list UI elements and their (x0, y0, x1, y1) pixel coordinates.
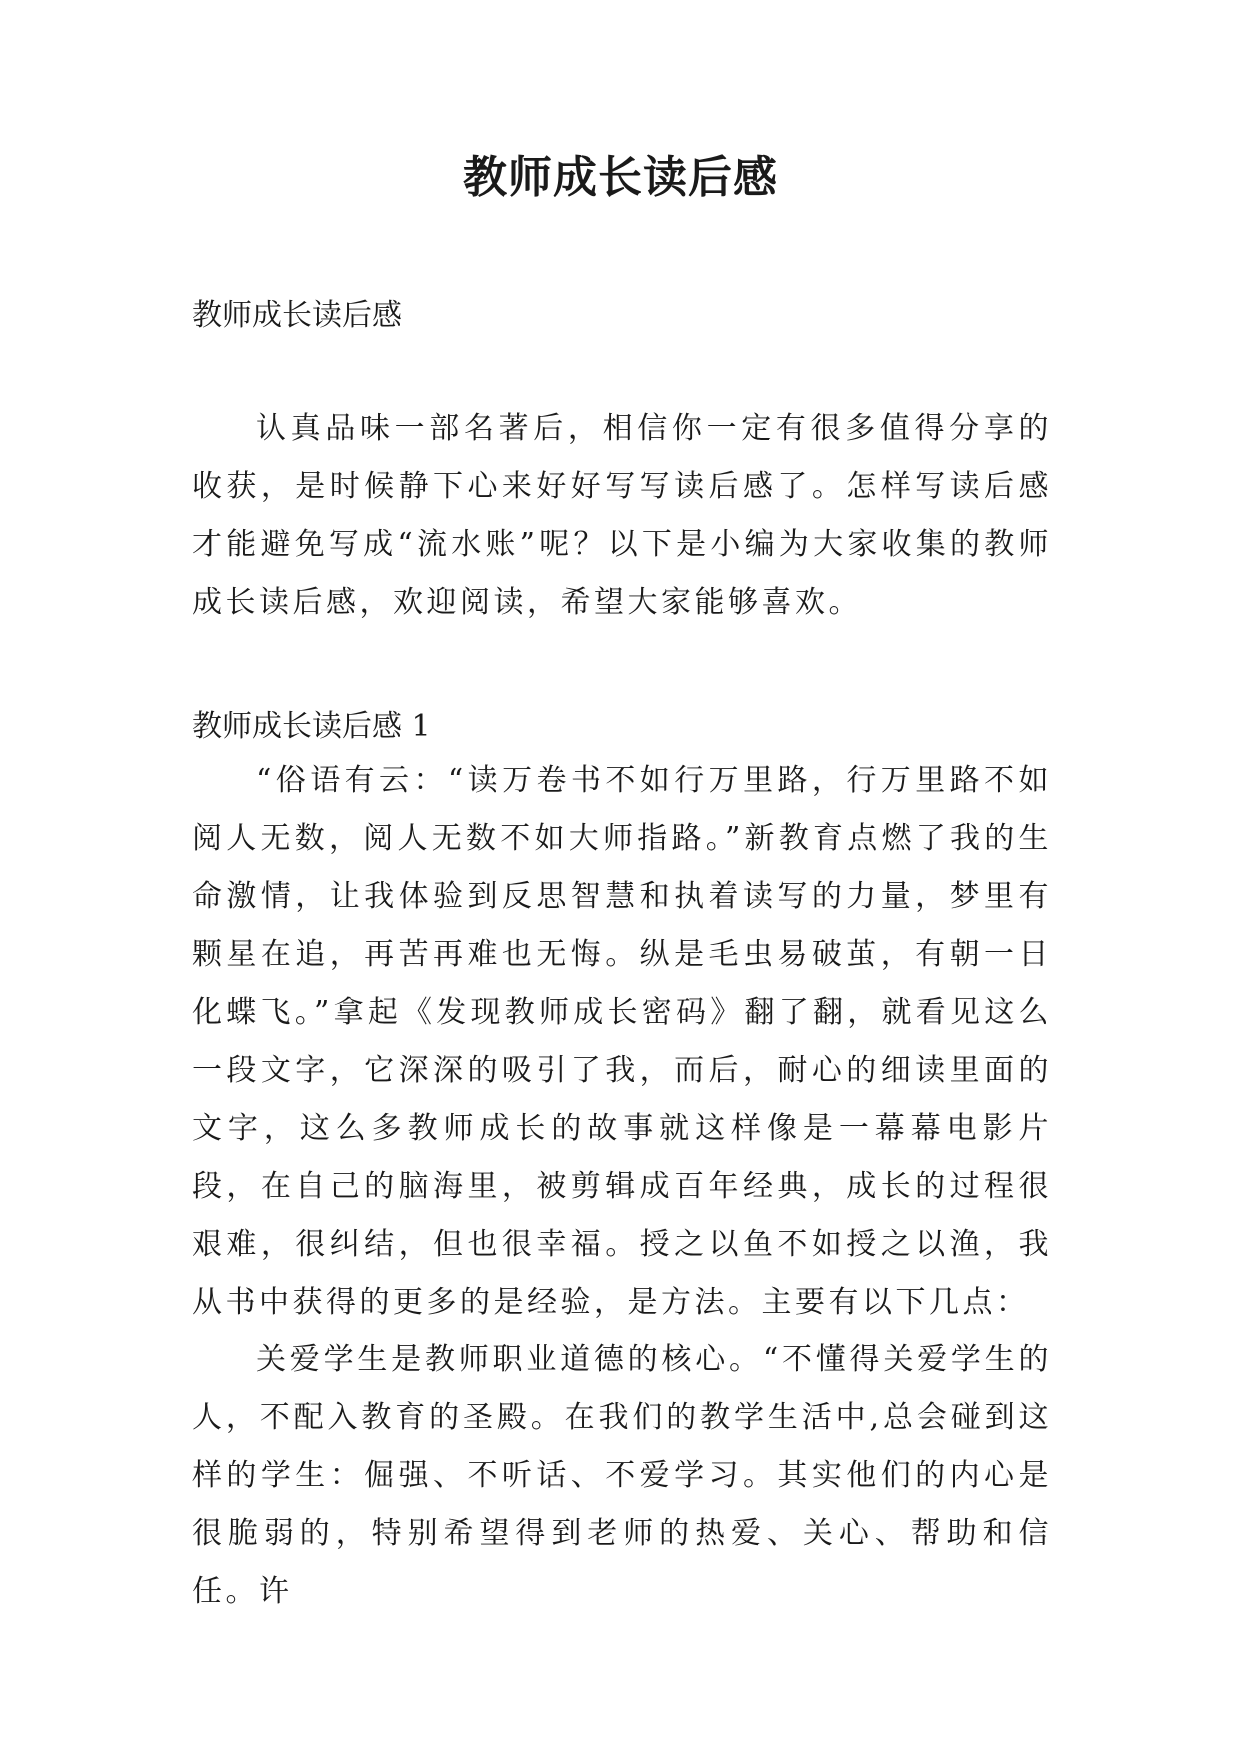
document-title: 教师成长读后感 (463, 152, 778, 203)
body-paragraph: “俗语有云：“读万卷书不如行万里路，行万里路不如阅人无数，阅人无数不如大师指路。”新教育点燃了我的生命激情，让我体验到反思智慧和执着读写的力量，梦里有颗星在追，再苦再难也无悔。纵是毛虫易破茧，有朝一日化蝶飞。”拿起《发现教师成长密码》翻了翻，就看见这么一段文字，它深深的吸引了我，而后，耐心的细读里面的文字，这么多教师成长的故事就这样像是一幕幕电影片段，在自己的脑海里，被剪辑成百年经典，成长的过程很艰难，很纠结，但也很幸福。授之以鱼不如授之以渔，我从书中获得的更多的是经验，是方法。主要有以下几点： (192, 763, 1052, 1320)
intro-paragraph: 认真品味一部名著后，相信你一定有很多值得分享的收获，是时候静下心来好好写写读后感了。怎样写读后感才能避免写成“流水账”呢？以下是小编为大家收集的教师成长读后感，欢迎阅读，希望大家能够喜欢。 (192, 411, 1052, 620)
document-subtitle: 教师成长读后感 (192, 298, 402, 333)
section-heading: 教师成长读后感 1 (192, 709, 431, 744)
body-paragraph: 关爱学生是教师职业道德的核心。“不懂得关爱学生的人，不配入教育的圣殿。在我们的教学生活中,总会碰到这样的学生：倔强、不听话、不爱学习。其实他们的内心是很脆弱的，特别希望得到老师的热爱、关心、帮助和信任。许 (192, 1342, 1052, 1609)
